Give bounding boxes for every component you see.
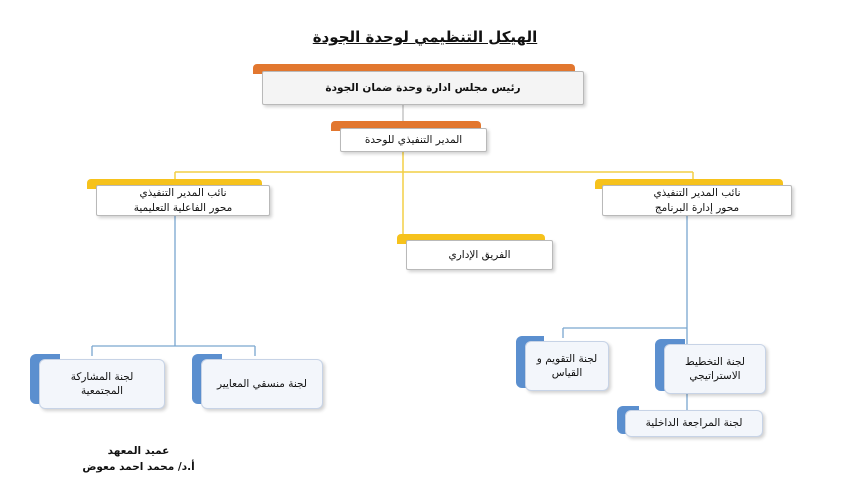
- node-deputy-left: [87, 179, 271, 217]
- node-admin-team: [397, 234, 555, 271]
- chart-title: الهيكل التنظيمي لوحدة الجودة: [312, 28, 538, 46]
- node-executive-director-label: المدير التنفيذي للوحدة: [340, 128, 487, 152]
- node-board-chair-label: رئيس مجلس ادارة وحدة ضمان الجودة: [262, 71, 584, 105]
- node-deputy-right: [595, 179, 793, 217]
- node-deputy-right-label: نائب المدير التنفيذي محور إدارة البرنامج: [602, 185, 792, 216]
- node-standards-committee: [192, 354, 324, 410]
- signature-block: [76, 444, 201, 476]
- node-evaluation-committee: [516, 336, 610, 392]
- node-executive-director: [331, 121, 488, 153]
- node-internal-review-committee: [617, 406, 763, 438]
- node-standards-committee-label: لجنة منسقي المعايير: [201, 359, 323, 409]
- signature-name: أ.د/ محمد احمد معوض: [82, 460, 195, 473]
- node-community-committee-label: لجنة المشاركة المجتمعية: [39, 359, 165, 409]
- node-planning-committee: [655, 339, 767, 395]
- node-board-chair: [253, 64, 585, 106]
- node-planning-committee-label: لجنة التخطيط الاستراتيجي: [664, 344, 766, 394]
- signature-role: عميد المعهد: [107, 445, 170, 457]
- node-evaluation-committee-label: لجنة التقويم و القياس: [525, 341, 609, 391]
- node-internal-review-committee-label: لجنة المراجعة الداخلية: [625, 410, 763, 437]
- node-admin-team-label: الفريق الإداري: [406, 240, 553, 270]
- node-community-committee: [30, 354, 166, 410]
- node-deputy-left-label: نائب المدير التنفيذي محور الفاعلية التعليمية: [96, 185, 270, 216]
